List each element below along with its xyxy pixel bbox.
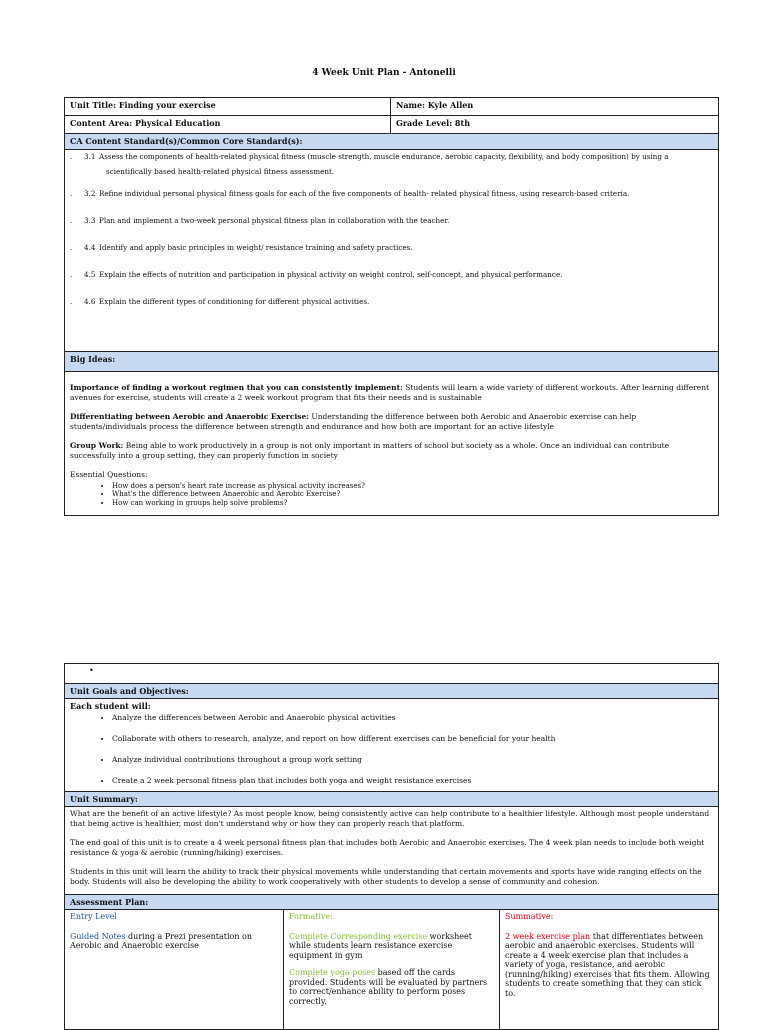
- entry-level-text: Guided Notes during a Prezi presentation on Aerobic and Anaerobic exercise: [70, 931, 252, 950]
- document-title: 4 Week Unit Plan - Antonelli: [312, 68, 456, 78]
- standard-item: . 3.2 Refine individual personal physical fitness goals for each of the five components of health- related physical fitness, using research-based criteria.: [70, 189, 630, 198]
- list-item: • Collaborate with others to research, analyze, and report on how different exercises can be beneficial for your health: [112, 734, 713, 743]
- big-idea-paragraph: Importance of finding a workout regimen that you can consistently implement: Students will learn a wide variety of different workouts. After learning different avenues for exercise, students will create a 2 week workout program that fits their needs and is sustainable: [70, 383, 710, 402]
- standards-header: CA Content Standard(s)/Common Core Standard(s):: [65, 134, 719, 150]
- formative-text-2: Complete yoga poses based off the cards provided. Students will be evaluated by partners to correct/enhance ability to perform poses correctly.: [289, 968, 488, 1006]
- big-idea-paragraph: Differentiating between Aerobic and Anaerobic Exercise: Understanding the difference between both Aerobic and Anaerobic exercise can help students/individuals process the difference between strength and endurance and how both are important for an active lifestyle: [70, 412, 637, 431]
- unit-summary-content: [65, 807, 719, 895]
- formative-text-1: Complete Corresponding exercise worksheet while students learn resistance exercise equipment in gym: [289, 931, 472, 960]
- standard-item: . 4.6 Explain the different types of conditioning for different physical activities.: [70, 297, 370, 306]
- unit-plan-table-page2: [64, 663, 719, 1030]
- each-student-label: Each student will:: [70, 701, 151, 711]
- essential-questions-list: [70, 482, 713, 508]
- summary-paragraph: Students in this unit will learn the ability to track their physical movements while understanding that certain movements and sports have wide ranging effects on the body. Students will also be developing the ability to work cooperatively with other students to develop a sense of community and cohesion.: [70, 867, 702, 886]
- entry-level-cell: [65, 910, 284, 1030]
- standard-item: . 4.5 Explain the effects of nutrition and participation in physical activity on weight control, self-concept, and physical performance.: [70, 270, 563, 279]
- summative-cell: [500, 910, 719, 1030]
- essential-questions-label: Essential Questions:: [70, 470, 148, 479]
- list-item: • Analyze the differences between Aerobic and Anaerobic physical activities: [112, 713, 713, 722]
- goals-list: [70, 713, 713, 785]
- big-ideas-content: [65, 372, 719, 516]
- standard-item: . 3.1 Assess the components of health-related physical fitness (muscle strength, muscle endurance, aerobic capacity, flexibility, and body composition) by using a scientifically based health-related physical fitness assessment.: [70, 152, 669, 176]
- unit-goals-header: Unit Goals and Objectives:: [65, 684, 719, 699]
- unit-goals-content: [65, 699, 719, 792]
- unit-summary-header: Unit Summary:: [65, 792, 719, 807]
- assessment-plan-header: Assessment Plan:: [65, 895, 719, 910]
- grade-level-cell: Grade Level: 8th: [391, 116, 719, 134]
- unit-plan-table-page1: [64, 97, 719, 516]
- formative-label: Formative:: [289, 912, 333, 921]
- summative-label: Summative:: [505, 912, 554, 921]
- list-item: • How can working in groups help solve problems?: [112, 499, 713, 508]
- list-item: • Create a 2 week personal fitness plan that includes both yoga and weight resistance exercises: [112, 776, 713, 785]
- summary-paragraph: The end goal of this unit is to create a 4 week personal fitness plan that includes both Aerobic and Anaerobic exercises. The 4 week plan needs to include both weight resistance & yoga & aerobic (running/hiking) exercises.: [70, 838, 705, 857]
- standard-item: . 4.4 Identify and apply basic principles in weight/ resistance training and safety practices.: [70, 243, 413, 252]
- formative-cell: [284, 910, 500, 1030]
- summative-text: 2 week exercise plan that differentiates between aerobic and anaerobic exercises. Students will create a 4 week exercise plan that includes a variety of yoga, resistance, and aerobic (running/hiking) exercises that fits them. Allowing students to create something that they can stick to.: [505, 931, 710, 998]
- big-idea-paragraph: Group Work: Being able to work productively in a group is not only important in matters of school but society as a whole. Once an individual can contribute successfully into a group setting, they can properly function in society: [70, 441, 670, 460]
- list-item: • Analyze individual contributions throughout a group work setting: [112, 755, 713, 764]
- name-cell: Name: Kyle Allen: [391, 98, 719, 116]
- unit-title-cell: Unit Title: Finding your exercise: [65, 98, 391, 116]
- summary-paragraph: What are the benefit of an active lifestyle? As most people know, being consistently active can help contribute to a healthier lifestyle. Although most people understand that being active is healthier, most don't understand why or how they can properly reach that platform.: [70, 809, 710, 828]
- content-area-cell: Content Area: Physical Education: [65, 116, 391, 134]
- standards-list: [65, 150, 719, 352]
- list-item: • How does a person's heart rate increase as physical activity increases?: [112, 482, 713, 491]
- list-item: • What's the difference between Anaerobic and Aerobic Exercise?: [112, 490, 713, 499]
- standard-item: . 3.3 Plan and implement a two-week personal physical fitness plan in collaboration with the teacher.: [70, 216, 450, 225]
- empty-bullet-row: •: [65, 664, 719, 684]
- big-ideas-header: Big Ideas:: [65, 352, 719, 372]
- entry-level-label: Entry Level: [70, 912, 117, 921]
